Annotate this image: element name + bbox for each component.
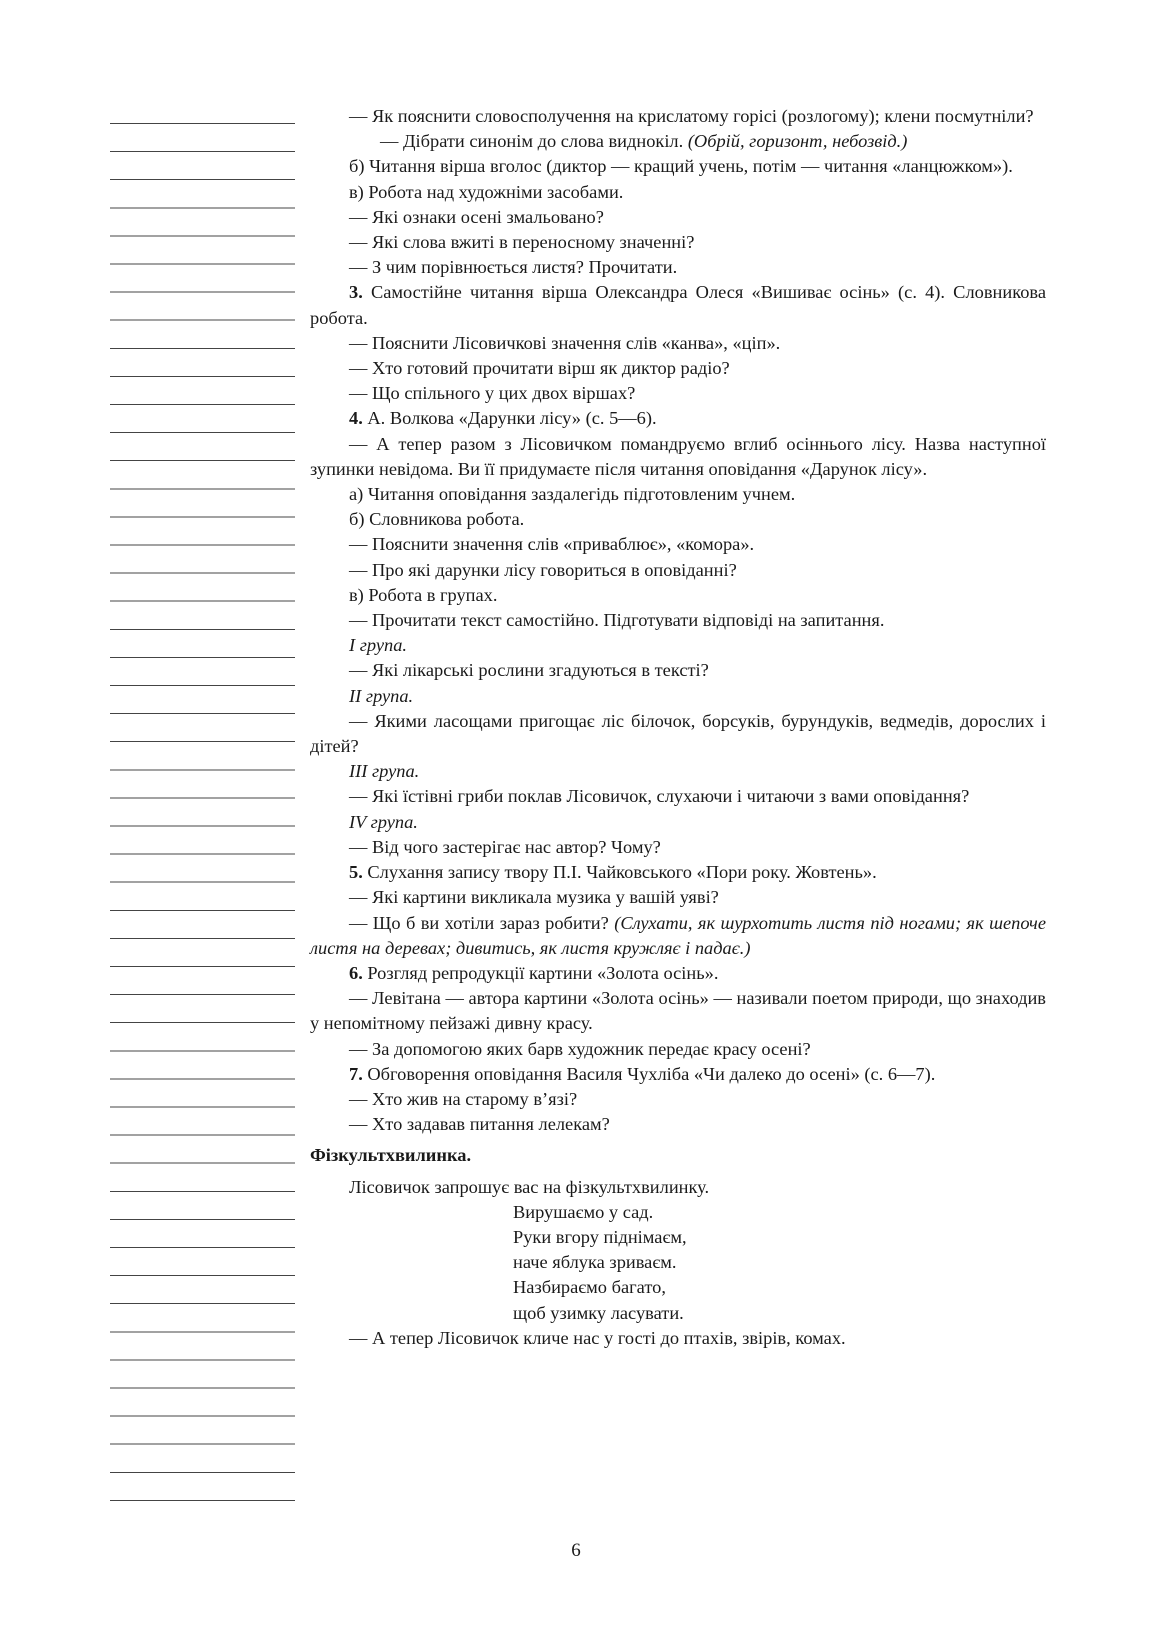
poem-line: Руки вгору піднімаєм,: [513, 1226, 687, 1247]
paragraph: [310, 331, 1046, 356]
item-number: 4.: [349, 408, 363, 429]
paragraph: [310, 911, 1046, 961]
paragraph: [310, 759, 1046, 784]
lesson-text: [310, 104, 1046, 1137]
paragraph: [310, 1087, 1046, 1112]
paragraph: [310, 230, 1046, 255]
text: — А тепер разом з Лісовичком помандруємо вглиб осіннього лісу. Назва наступної зупинки невідома. Ви її придумаєте після читання оповідання «Дарунок лісу».: [310, 433, 1046, 479]
text: — Хто готовий прочитати вірш як диктор радіо?: [349, 358, 730, 379]
italic-text: I група.: [349, 635, 408, 656]
paragraph: [310, 885, 1046, 910]
paragraph: [310, 558, 1046, 583]
text: — Які слова вжиті в переносному значенні?: [349, 232, 695, 253]
paragraph: [310, 633, 1046, 658]
paragraph: [310, 406, 1046, 431]
text: а) Читання оповідання заздалегідь підготовленим учнем.: [349, 484, 796, 505]
paragraph: [310, 684, 1046, 709]
italic-text: (Обрій, горизонт, небозвід.): [687, 131, 908, 152]
text: — Хто задавав питання лелекам?: [349, 1114, 610, 1135]
paragraph: [310, 280, 1046, 330]
text: — Від чого застерігає нас автор? Чому?: [349, 836, 661, 857]
paragraph: [310, 1112, 1046, 1137]
item-number: 3.: [349, 282, 363, 303]
item-number: 6.: [349, 962, 363, 983]
text: б) Читання вірша вголос (диктор — кращий учень, потім — читання «ланцюжком»).: [349, 156, 1013, 177]
paragraph: [310, 154, 1046, 179]
text: Слухання запису твору П.І. Чайковського «Пори року. Жовтень».: [362, 862, 877, 883]
paragraph: [310, 784, 1046, 809]
closing-line: — А тепер Лісовичок кличе нас у гості до птахів, звірів, комах.: [349, 1327, 846, 1348]
text: — Що спільного у цих двох віршах?: [349, 383, 636, 404]
paragraph: [310, 961, 1046, 986]
paragraph: [310, 180, 1046, 205]
italic-text: (Слухати, як шурхотить листя під ногами; як шепоче листя на деревах; дивитись, як листя кружляє і падає.): [310, 912, 1046, 958]
intro-line: Лісовичок запрошує вас на фізкультхвилинку.: [349, 1176, 710, 1197]
item-number: 7.: [349, 1063, 363, 1084]
paragraph: [310, 1037, 1046, 1062]
text: — Пояснити Лісовичкові значення слів «канва», «ціп».: [349, 332, 781, 353]
text: — За допомогою яких барв художник передає красу осені?: [349, 1038, 811, 1059]
text: — Левітана — автора картини «Золота осінь» — називали поетом природи, що знаходив у непомітному пейзажі дивну красу.: [310, 988, 1046, 1034]
paragraph: [310, 810, 1046, 835]
page-number: 6: [571, 1540, 581, 1561]
paragraph: [310, 205, 1046, 230]
text: — З чим порівнюється листя? Прочитати.: [349, 257, 678, 278]
text: — Якими ласощами пригощає ліс білочок, борсуків, бурундуків, ведмедів, дорослих і дітей?: [310, 710, 1046, 757]
paragraph: [310, 482, 1046, 507]
text: — Які ознаки осені змальовано?: [349, 206, 604, 227]
paragraph: [310, 507, 1046, 532]
paragraph: [310, 381, 1046, 406]
text: б) Словникова робота.: [349, 509, 525, 530]
paragraph: [310, 860, 1046, 885]
text: Самостійне читання вірша Олександра Олеся «Вишиває осінь» (с. 4). Словникова робота.: [310, 282, 1046, 328]
text: — Пояснити значення слів «приваблює», «комора».: [349, 534, 755, 555]
poem: [310, 1200, 1046, 1326]
poem-line: щоб узимку ласувати.: [513, 1302, 684, 1323]
note-lines: [110, 104, 295, 1504]
paragraph: [310, 1062, 1046, 1087]
text: Розгляд репродукції картини «Золота осінь».: [362, 962, 719, 983]
text: Обговорення оповідання Василя Чухліба «Чи далеко до осені» (с. 6—7).: [362, 1063, 936, 1084]
paragraph: [310, 532, 1046, 557]
italic-text: II група.: [349, 685, 414, 706]
text: в) Робота над художніми засобами.: [349, 181, 624, 202]
paragraph: [310, 432, 1046, 482]
poem-line: Вирушаємо у сад.: [513, 1201, 654, 1222]
italic-text: IV група.: [349, 811, 418, 832]
paragraph: [310, 709, 1046, 759]
page-content: [310, 104, 1046, 1351]
text: — Які лікарські рослини згадуються в тексті?: [349, 660, 709, 681]
paragraph: [310, 129, 1046, 154]
paragraph: [310, 104, 1046, 129]
text: — Які картини викликала музика у вашій уяві?: [349, 887, 719, 908]
paragraph: [310, 356, 1046, 381]
poem-line: Назбираємо багато,: [513, 1277, 666, 1298]
text: — Що б ви хотіли зараз робити?: [349, 912, 615, 933]
text: — Як пояснити словосполучення на крислатому горісі (розлогому); клени посмутніли?: [349, 106, 1034, 126]
text: А. Волкова «Дарунки лісу» (с. 5—6).: [362, 408, 657, 429]
text: — Прочитати текст самостійно. Підготувати відповіді на запитання.: [349, 610, 885, 631]
item-number: 5.: [349, 862, 363, 883]
section-heading: Фізкультхвилинка.: [310, 1145, 472, 1166]
paragraph: [310, 986, 1046, 1036]
text: в) Робота в групах.: [349, 584, 498, 605]
paragraph: [310, 255, 1046, 280]
text: — Хто жив на старому в’язі?: [349, 1088, 578, 1109]
italic-text: III група.: [349, 761, 420, 782]
text: — Про які дарунки лісу говориться в оповіданні?: [349, 559, 737, 580]
text: — Дібрати синонім до слова виднокіл.: [380, 131, 688, 152]
text: — Які їстівні гриби поклав Лісовичок, слухаючи і читаючи з вами оповідання?: [349, 786, 970, 807]
paragraph: [310, 835, 1046, 860]
paragraph: [310, 658, 1046, 683]
paragraph: [310, 608, 1046, 633]
paragraph: [310, 583, 1046, 608]
poem-line: наче яблука зриваєм.: [513, 1252, 677, 1273]
